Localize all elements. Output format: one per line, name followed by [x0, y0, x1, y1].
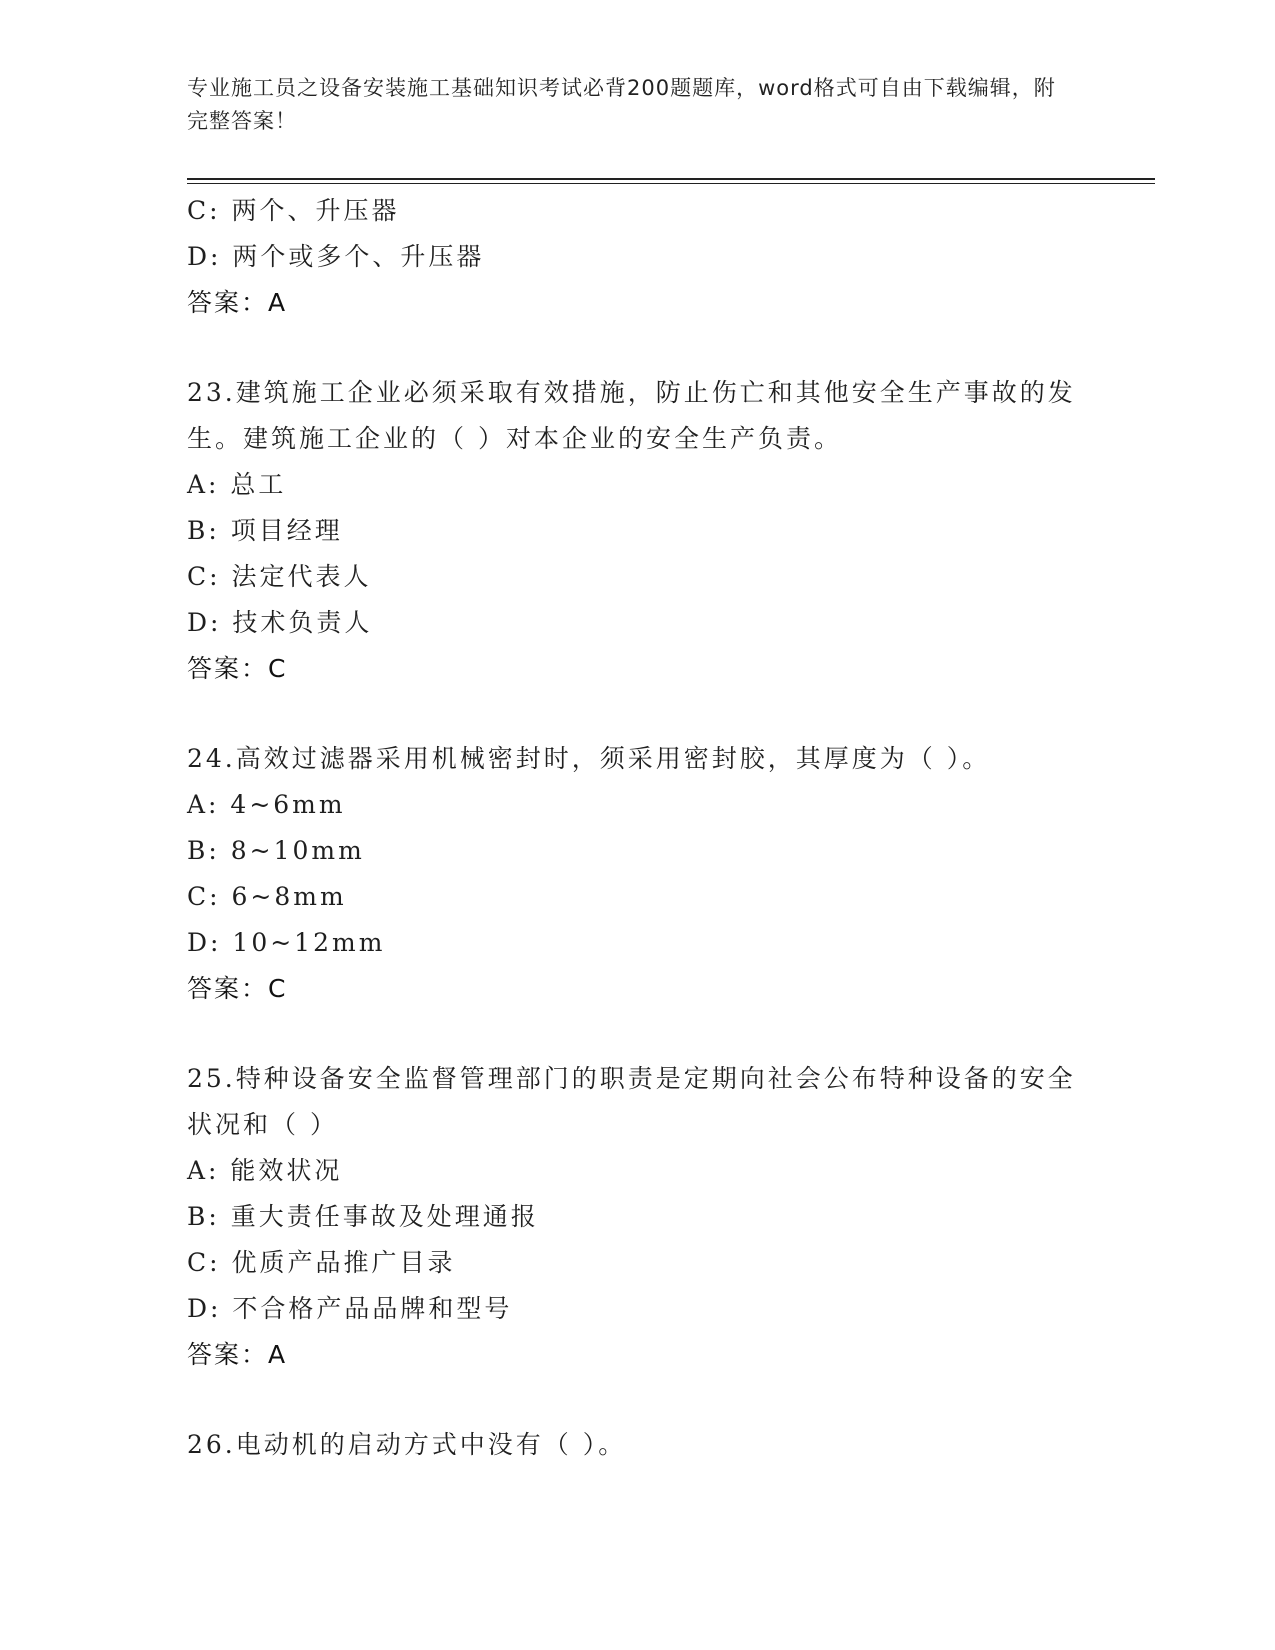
answer-label: 答案：A [187, 288, 288, 317]
option-c: C: 优质产品推广目录 [187, 1248, 456, 1277]
question-list [187, 188, 1087, 1468]
header-divider-thin [187, 183, 1155, 184]
option-d: D: 不合格产品品牌和型号 [187, 1294, 513, 1323]
question-25 [187, 1056, 1087, 1378]
question-stem: 26.电动机的启动方式中没有（ ）。 [187, 1430, 627, 1459]
question-stem: 24.高效过滤器采用机械密封时，须采用密封胶，其厚度为（ ）。 [187, 744, 991, 773]
option-d: D: 两个或多个、升压器 [187, 242, 485, 271]
question-stem: 25.特种设备安全监督管理部门的职责是定期向社会公布特种设备的安全状况和（ ） [187, 1064, 1076, 1139]
answer-label: 答案：C [187, 654, 288, 683]
option-b: B: 8~10mm [187, 836, 365, 865]
option-a: A: 总工 [187, 470, 287, 499]
option-d: D: 10~12mm [187, 928, 386, 957]
option-b: B: 项目经理 [187, 516, 343, 545]
question-stem: 23.建筑施工企业必须采取有效措施，防止伤亡和其他安全生产事故的发生。建筑施工企业的（ ）对本企业的安全生产负责。 [187, 378, 1076, 453]
option-c: C: 6~8mm [187, 882, 347, 911]
option-a: A: 4~6mm [187, 790, 346, 819]
option-d: D: 技术负责人 [187, 608, 373, 637]
question-24 [187, 736, 1087, 1012]
option-c: C: 两个、升压器 [187, 196, 400, 225]
answer-label: 答案：C [187, 974, 288, 1003]
question-26 [187, 1422, 1087, 1468]
question-22-tail [187, 188, 1087, 326]
header-divider [187, 178, 1155, 180]
answer-label: 答案：A [187, 1340, 288, 1369]
question-23 [187, 370, 1087, 692]
document-header: 专业施工员之设备安装施工基础知识考试必背200题题库，word格式可自由下载编辑，附完整答案！ [187, 76, 1056, 133]
option-b: B: 重大责任事故及处理通报 [187, 1202, 539, 1231]
option-c: C: 法定代表人 [187, 562, 372, 591]
option-a: A: 能效状况 [187, 1156, 343, 1185]
